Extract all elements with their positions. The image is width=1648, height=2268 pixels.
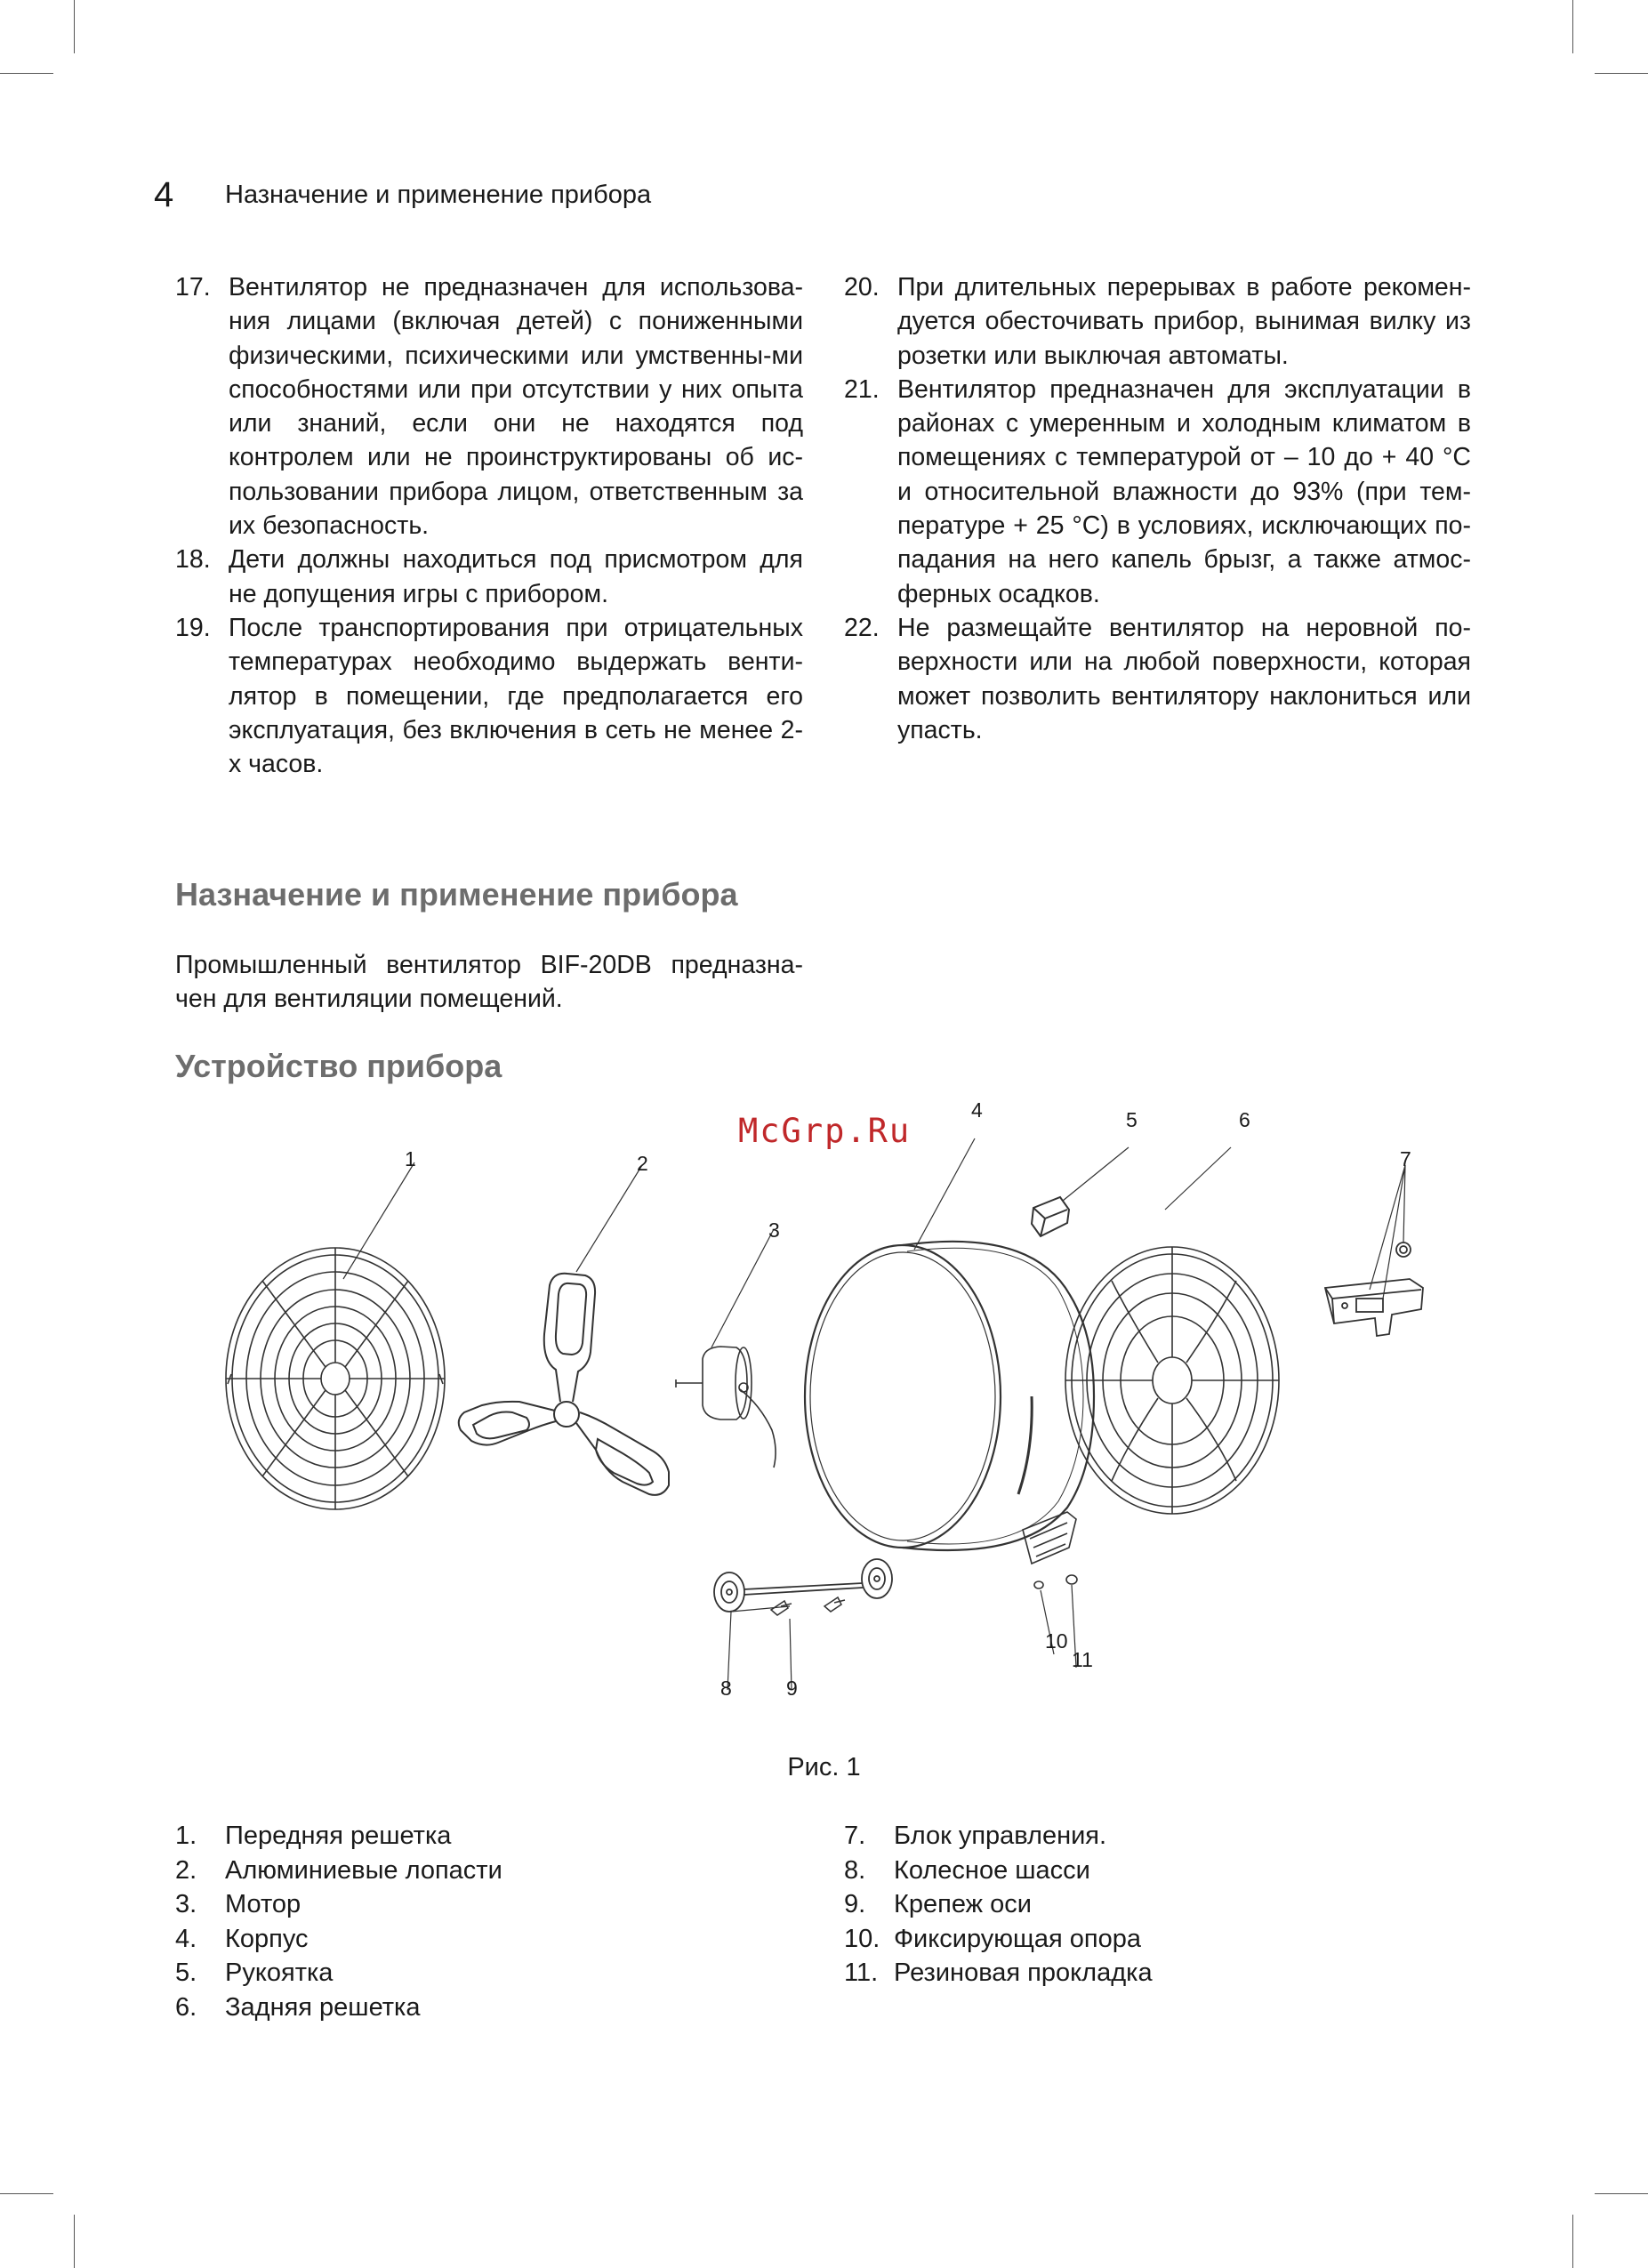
legend-right bbox=[844, 1819, 1342, 1991]
legend-number: 5. bbox=[175, 1958, 197, 1987]
rule-text: Вентилятор предназначен для эксплуатации в районах с умеренным и холодным климатом в помещениях с температурой от – 10 до + 40 °С и относительной влажности до 93% (при тем-пературе + 25 °С) в условиях, исключающих по-падания на него капель брызг, а также атмос-ферных осадков. bbox=[897, 374, 1471, 608]
rule-item bbox=[844, 270, 1471, 373]
callout-11: 11 bbox=[1072, 1648, 1093, 1671]
rule-item bbox=[844, 611, 1471, 747]
legend-item bbox=[175, 1922, 673, 1957]
blades-drawing bbox=[459, 1274, 669, 1495]
callout-7: 7 bbox=[1400, 1147, 1411, 1170]
legend-label: Алюминиевые лопасти bbox=[225, 1855, 502, 1885]
callout-10: 10 bbox=[1045, 1629, 1068, 1653]
legend-number: 7. bbox=[844, 1822, 866, 1850]
callout-4: 4 bbox=[971, 1098, 983, 1122]
legend-item bbox=[175, 1956, 673, 1991]
rule-text: После транспортирования при отрицательных температурах необходимо выдержать венти-лятор в помещении, где предполагается его эксплуатация, без включения в сеть не менее 2-х часов. bbox=[229, 613, 803, 779]
legend-number: 11. bbox=[844, 1958, 879, 1987]
handle-drawing bbox=[1032, 1197, 1069, 1236]
callout-3: 3 bbox=[768, 1218, 780, 1242]
leader-lines bbox=[343, 1138, 1405, 1690]
rule-number: 19. bbox=[175, 613, 211, 642]
rule-text: При длительных перерывах в работе рекомен-дуется обесточивать прибор, вынимая вилку из розетки или выключая автоматы. bbox=[897, 273, 1471, 370]
fan-exploded-diagram bbox=[178, 1076, 1494, 1717]
crop-mark bbox=[1572, 2215, 1573, 2268]
callout-5: 5 bbox=[1126, 1108, 1138, 1131]
legend-label: Резиновая прокладка bbox=[894, 1958, 1153, 1987]
axle-fasteners-drawing bbox=[771, 1597, 845, 1615]
legend-item bbox=[844, 1922, 1342, 1957]
motor-drawing bbox=[676, 1347, 776, 1468]
legend-item bbox=[844, 1887, 1342, 1922]
legend-number: 4. bbox=[175, 1924, 197, 1953]
crop-mark bbox=[74, 0, 75, 53]
rule-number: 21. bbox=[844, 374, 880, 404]
callout-1: 1 bbox=[405, 1147, 416, 1170]
legend-label: Задняя решетка bbox=[225, 1992, 421, 2022]
rule-number: 22. bbox=[844, 613, 880, 642]
crop-mark bbox=[1595, 2193, 1648, 2194]
legend-label: Корпус bbox=[225, 1924, 309, 1953]
legend-label: Рукоятка bbox=[225, 1958, 334, 1987]
callout-6: 6 bbox=[1239, 1108, 1250, 1131]
callout-9: 9 bbox=[786, 1677, 798, 1700]
legend-label: Передняя решетка bbox=[225, 1822, 452, 1850]
legend-item bbox=[844, 1819, 1342, 1854]
legend-item bbox=[175, 1854, 673, 1888]
legend-item bbox=[175, 1991, 673, 2025]
legend-label: Блок управления. bbox=[894, 1822, 1107, 1850]
legend-number: 9. bbox=[844, 1890, 866, 1918]
legend-number: 6. bbox=[175, 1992, 197, 2022]
legend-number: 2. bbox=[175, 1855, 197, 1885]
rear-grille-drawing bbox=[1065, 1247, 1279, 1514]
legend-item bbox=[175, 1819, 673, 1854]
legend-item bbox=[175, 1887, 673, 1922]
rules-right-column bbox=[844, 270, 1471, 747]
rule-item bbox=[844, 373, 1471, 611]
rules-left-column bbox=[175, 270, 803, 781]
callout-8: 8 bbox=[720, 1677, 732, 1700]
legend-number: 8. bbox=[844, 1855, 866, 1885]
crop-mark bbox=[0, 2193, 53, 2194]
figure-caption: Рис. 1 bbox=[787, 1753, 861, 1781]
rule-item bbox=[175, 270, 803, 543]
rule-number: 18. bbox=[175, 545, 211, 575]
section-title-purpose: Назначение и применение прибора bbox=[175, 876, 738, 913]
crop-mark bbox=[1595, 73, 1648, 74]
callout-2: 2 bbox=[637, 1152, 648, 1175]
legend-label: Колесное шасси bbox=[894, 1855, 1090, 1885]
crop-mark bbox=[0, 73, 53, 74]
legend-number: 1. bbox=[175, 1822, 197, 1850]
legend-label: Мотор bbox=[225, 1890, 301, 1918]
rule-item bbox=[175, 543, 803, 611]
rule-text: Вентилятор не предназначен для использова-ния лицами (включая детей) с пониженными физическими, психическими или умственны-ми способностями или при отсутствии у них опыта или знаний, если они не находятся под контролем или не проинструктированы об ис-пользовании прибора лицом, ответственным за их безопасность. bbox=[229, 273, 803, 541]
crop-mark bbox=[1572, 0, 1573, 53]
control-block-drawing bbox=[1325, 1243, 1423, 1336]
diagram-drawing bbox=[178, 1076, 1494, 1717]
legend-label: Фиксирующая опора bbox=[894, 1924, 1141, 1953]
rule-text: Не размещайте вентилятор на неровной по-верхности или на любой поверхности, которая может позволить вентилятору наклониться или упасть. bbox=[897, 613, 1471, 744]
legend-item bbox=[844, 1956, 1342, 1991]
front-grille-drawing bbox=[226, 1248, 445, 1509]
page-number: 4 bbox=[154, 175, 174, 214]
rule-item bbox=[175, 611, 803, 781]
rule-number: 20. bbox=[844, 273, 880, 302]
watermark: McGrp.Ru bbox=[738, 1112, 912, 1150]
crop-mark bbox=[74, 2215, 75, 2268]
legend-left bbox=[175, 1819, 673, 2024]
purpose-text: Промышленный вентилятор BIF-20DB предназна-чен для вентиляции помещений. bbox=[175, 951, 803, 1014]
wheels-drawing bbox=[714, 1559, 892, 1612]
housing-drawing bbox=[805, 1242, 1094, 1550]
rule-number: 17. bbox=[175, 273, 211, 302]
legend-item bbox=[844, 1854, 1342, 1888]
legend-number: 3. bbox=[175, 1890, 197, 1918]
legend-label: Крепеж оси bbox=[894, 1890, 1032, 1918]
rule-text: Дети должны находиться под присмотром для не допущения игры с прибором. bbox=[229, 545, 803, 608]
header-title: Назначение и применение прибора bbox=[225, 181, 652, 209]
section-title-device: Устройство прибора bbox=[175, 1048, 502, 1084]
legend-number: 10. bbox=[844, 1924, 880, 1953]
